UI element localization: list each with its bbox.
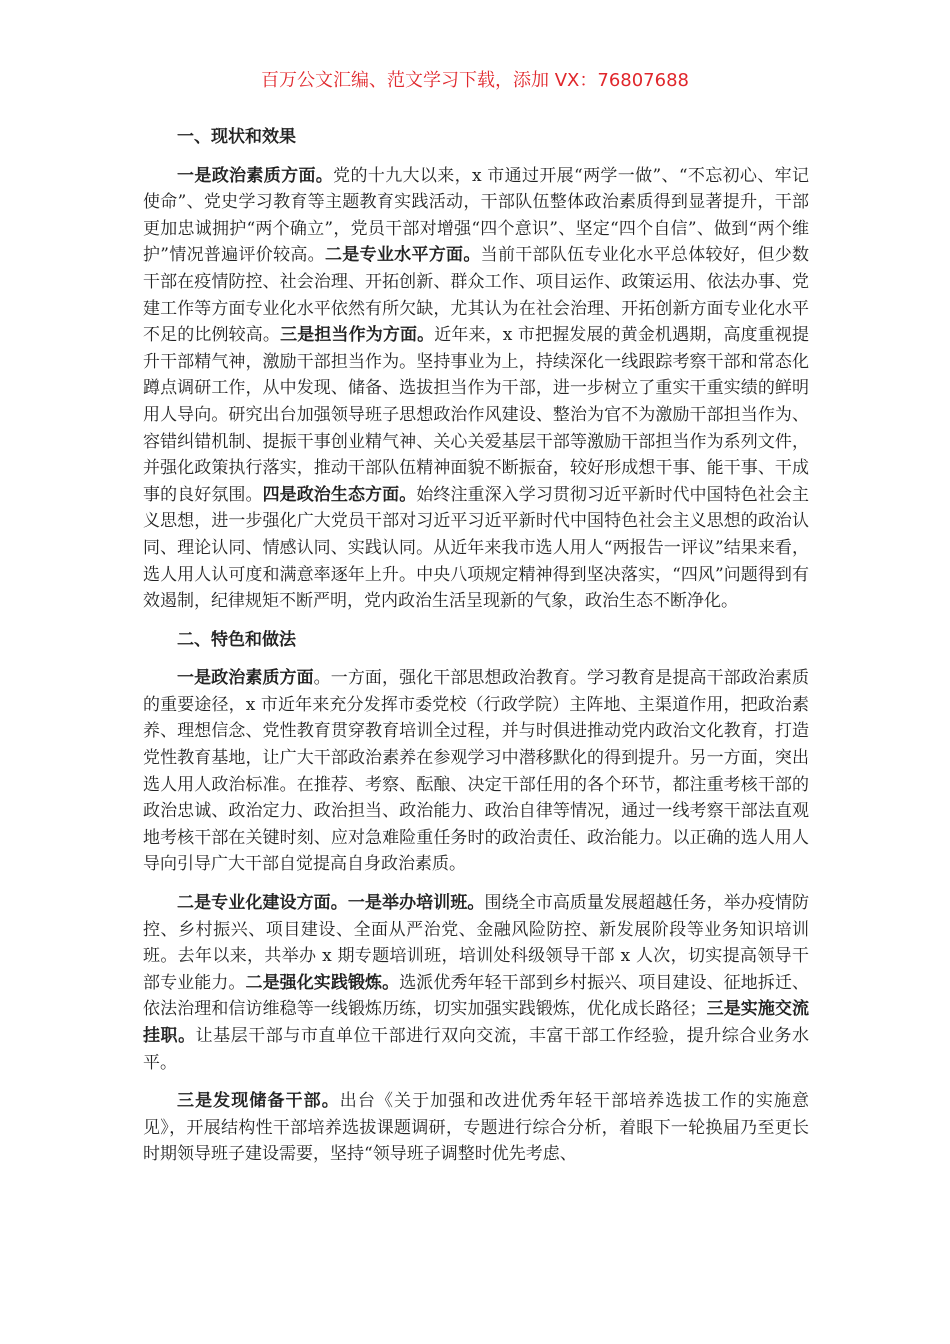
lead-responsibility: 三是担当作为方面。 bbox=[280, 325, 435, 346]
text-political-quality: 党的十九大以来，x 市通过开展“两学一做”、“不忘初心、牢记使命”、党史学习教育等主题教育实践活动，干部队伍整体政治素质得到显著提升，干部更加忠诚拥护“两个确立”，党员干部对增强“四个意识”、坚定“四个自信”、做到“两个维护”情况普遍评价较高。 bbox=[143, 165, 809, 266]
paragraph-specialization bbox=[143, 890, 809, 1076]
paragraph-political-quality-practice bbox=[143, 665, 809, 878]
text-professional-level: 当前干部队伍专业化水平总体较好，但少数干部在疫情防控、社会治理、开拓创新、群众工作、项目运作、政策运用、依法办事、党建工作等方面专业化水平依然有所欠缺，尤其认为在社会治理、开拓创新方面专业化水平不足的比例较高。 bbox=[143, 245, 810, 346]
lead-political-quality: 一是政治素质方面。 bbox=[177, 165, 334, 186]
text-responsibility: 近年来，x 市把握发展的黄金机遇期，高度重视提升干部精气神，激励干部担当作为。坚持事业为上，持续深化一线跟踪考察干部和常态化蹲点调研工作，从中发现、储备、选拔担当作为干部，进一步树立了重实干重实绩的鲜明用人导向。研究出台加强领导班子思想政治作风建设、整治为官不为激励干部担当作为、容错纠错机制、提振干事创业精气神、关心关爱基层干部等激励干部担当作为系列文件，并强化政策执行落实，推动干部队伍精神面貌不断振奋，较好形成想干事、能干事、干成事的良好氛围。 bbox=[143, 325, 810, 505]
text-practice-training: 选派优秀年轻干部到乡村振兴、项目建设、征地拆迁、依法治理和信访维稳等一线锻炼历练，切实加强实践锻炼，优化成长路径； bbox=[143, 972, 810, 1020]
lead-specialization: 二是专业化建设方面。一是举办培训班。 bbox=[177, 893, 485, 914]
paragraph-status-effects bbox=[143, 163, 809, 615]
section-heading-practices: 二、特色和做法 bbox=[177, 629, 296, 650]
paragraph-reserve-cadres bbox=[143, 1088, 809, 1168]
lead-practice-training: 二是强化实践锻炼。 bbox=[245, 972, 400, 993]
text-exchange-posting: 让基层干部与市直单位干部进行双向交流，丰富干部工作经验，提升综合业务水平。 bbox=[143, 1026, 810, 1073]
lead-professional-level: 二是专业水平方面。 bbox=[324, 245, 481, 266]
section-heading-status: 一、现状和效果 bbox=[177, 127, 296, 147]
document-body bbox=[143, 124, 809, 1168]
lead-exchange-posting: 三是实施交流挂职。 bbox=[143, 999, 810, 1046]
text-reserve-cadres: 出台《关于加强和改进优秀年轻干部培养选拔工作的实施意见》，开展结构性干部培养选拔课题调研，专题进行综合分析，着眼下一轮换届乃至更长时期领导班子建设需要，坚持“领导班子调整时优先考虑、 bbox=[143, 1091, 810, 1165]
lead-political-quality-practice: 一是政治素质方面 bbox=[177, 668, 314, 689]
text-political-quality-practice: 。一方面，强化干部思想政治教育。学习教育是提高干部政治素质的重要途径，x 市近年来充分发挥市委党校（行政学院）主阵地、主渠道作用，把政治素养、理想信念、党性教育贯穿教育培训全过程，并与时俱进推动党内政治文化教育，打造党性教育基地，让广大干部政治素养在参观学习中潜移默化的得到提升。另一方面，突出选人用人政治标准。在推荐、考察、酝酿、决定干部任用的各个环节，都注重考核干部的政治忠诚、政治定力、政治担当、政治能力、政治自律等情况，通过一线考察干部法直观地考核干部在关键时刻、应对急难险重任务时的政治责任、政治能力。以正确的选人用人导向引导广大干部自觉提高自身政治素质。 bbox=[143, 668, 810, 875]
text-political-ecology: 始终注重深入学习贯彻习近平新时代中国特色社会主义思想，进一步强化广大党员干部对习近平习近平新时代中国特色社会主义思想的政治认同、理论认同、情感认同、实践认同。从近年来我市选人用人“两报告一评议”结果来看，选人用人认可度和满意率逐年上升。中央八项规定精神得到坚决落实，“四风”问题得到有效遏制，纪律规矩不断严明，党内政治生活呈现新的气象，政治生态不断净化。 bbox=[143, 484, 810, 612]
lead-reserve-cadres: 三是发现储备干部。 bbox=[177, 1091, 340, 1112]
promo-banner: 百万公文汇编、范文学习下载，添加 VX：76807688 bbox=[261, 70, 689, 91]
lead-political-ecology: 四是政治生态方面。 bbox=[262, 484, 417, 505]
text-training-classes: 围绕全市高质量发展超越任务，举办疫情防控、乡村振兴、项目建设、全面从严治党、金融风险防控、新发展阶段等业务知识培训班。去年以来，共举办 x 期专题培训班，培训处科级领导干部 x 人次，切实提高领导干部专业能力。 bbox=[143, 893, 809, 993]
